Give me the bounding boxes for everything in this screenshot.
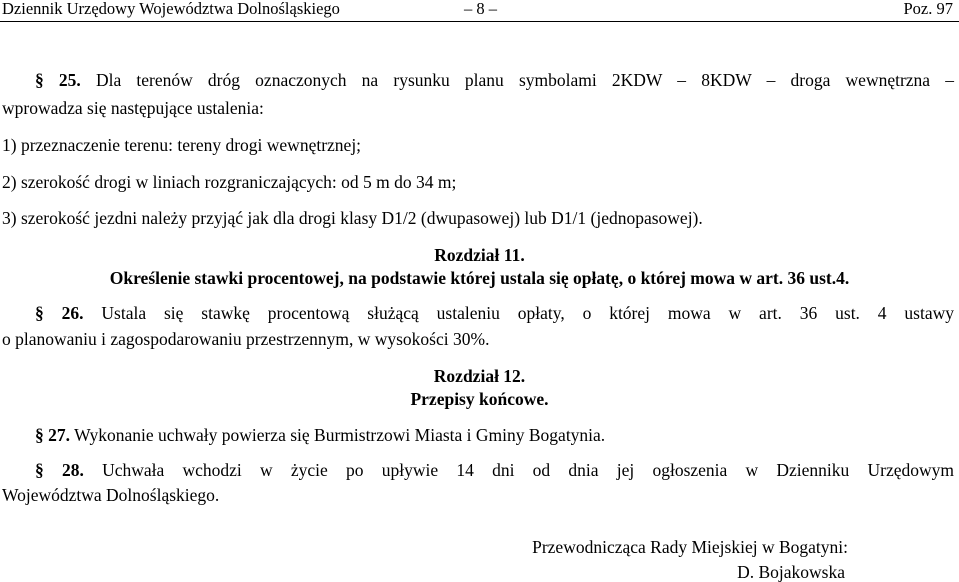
- paragraph-28-line-1: [35, 460, 954, 480]
- chapter-11-subtitle: Określenie stawki procentowej, na podstawie której ustala się opłatę, o której mowa w art. 36 ust.4.: [109, 268, 850, 288]
- paragraph-27-number: § 27.: [35, 425, 70, 445]
- paragraph-28-number: § 28.: [35, 460, 84, 480]
- list-item-3: 3) szerokość jezdni należy przyjąć jak dla drogi klasy D1/2 (dwupasowej) lub D1/1 (jednopasowej).: [2, 208, 703, 228]
- paragraph-26-line-2: o planowaniu i zagospodarowaniu przestrzennym, w wysokości 30%.: [2, 329, 490, 349]
- signature-name: D. Bojakowska: [737, 562, 845, 582]
- page-number: – 8 –: [464, 0, 497, 18]
- chapter-11-title: Rozdział 11.: [434, 245, 525, 265]
- paragraph-26-text: Ustala się stawkę procentową służącą ustaleniu opłaty, o której mowa w art. 36 ust. 4 ustawy: [101, 303, 955, 323]
- paragraph-26-number: § 26.: [35, 303, 84, 323]
- page-header: [2, 0, 956, 20]
- paragraph-25-line-1: [35, 70, 954, 90]
- chapter-12-subtitle: Przepisy końcowe.: [410, 389, 549, 409]
- paragraph-25-number: § 25.: [35, 70, 81, 90]
- paragraph-25-text: Dla terenów dróg oznaczonych na rysunku planu symbolami 2KDW – 8KDW – droga wewnętrzna –: [95, 70, 954, 90]
- paragraph-25-line-2: wprowadza się następujące ustalenia:: [2, 98, 264, 118]
- signature-role: Przewodnicząca Rady Miejskiej w Bogatyni:: [532, 537, 848, 557]
- list-item-2: 2) szerokość drogi w liniach rozgraniczających: od 5 m do 34 m;: [2, 172, 457, 192]
- paragraph-27-text: Wykonanie uchwały powierza się Burmistrzowi Miasta i Gminy Bogatynia.: [74, 425, 606, 445]
- paragraph-28-line-2: Województwa Dolnośląskiego.: [2, 485, 220, 505]
- paragraph-28-text: Uchwała wchodzi w życie po upływie 14 dni od dnia jej ogłoszenia w Dzienniku Urzędowym: [102, 460, 955, 480]
- paragraph-26-line-1: [35, 303, 954, 323]
- journal-title: Dziennik Urzędowy Województwa Dolnośląskiego: [2, 0, 340, 18]
- position-number: Poz. 97: [903, 0, 953, 18]
- list-item-1: 1) przeznaczenie terenu: tereny drogi wewnętrznej;: [2, 135, 362, 155]
- header-divider: [0, 21, 959, 22]
- paragraph-27: [35, 425, 605, 445]
- chapter-12-title: Rozdział 12.: [433, 366, 526, 386]
